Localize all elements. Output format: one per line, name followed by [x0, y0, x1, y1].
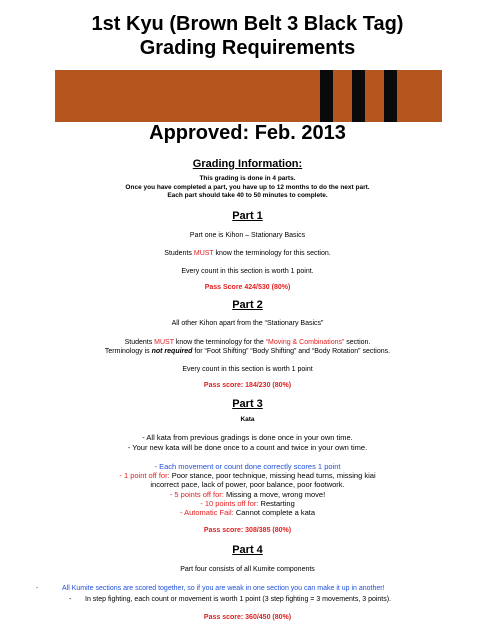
- bullet-dash: -: [36, 585, 39, 592]
- part1-heading: Part 1: [232, 210, 263, 222]
- part1-pass-score: Pass Score 424/530 (80%): [204, 284, 291, 291]
- black-tag-stripe: [384, 70, 397, 122]
- title-line-2: Grading Requirements: [139, 37, 356, 59]
- part3-pass-score: Pass score: 308/385 (80%): [203, 527, 292, 534]
- part4-heading: Part 4: [232, 544, 263, 556]
- part1-line2: Students MUST know the terminology for this section.: [164, 250, 331, 257]
- grading-info-heading: Grading Information:: [192, 158, 303, 170]
- part2-line4: Every count in this section is worth 1 point: [182, 366, 313, 373]
- title-line-1: 1st Kyu (Brown Belt 3 Black Tag): [91, 13, 404, 35]
- part2-heading: Part 2: [232, 299, 263, 311]
- grading-info-section: [0, 158, 495, 170]
- approved-date: Approved: Feb. 2013: [149, 122, 346, 144]
- bullet-dash: -: [69, 596, 72, 603]
- part3-bullet4: - 10 points off for: Restarting: [200, 499, 295, 508]
- part3-bullet3: - 5 points off for: Missing a move, wrong move!: [169, 490, 326, 499]
- part1-line1: Part one is Kihon – Stationary Basics: [189, 232, 306, 239]
- info-line: Each part should take 40 to 50 minutes to complete.: [167, 192, 328, 199]
- bullet-text: In step fighting, each count or movement is worth 1 point (3 step fighting = 3 movements, 3 points).: [85, 596, 392, 603]
- info-line: Once you have completed a part, you have up to 12 months to do the next part.: [125, 183, 370, 191]
- brown-belt-graphic: [55, 70, 442, 122]
- info-line: This grading is done in 4 parts.: [199, 175, 296, 182]
- part2-line2: Students MUST know the terminology for the “Moving & Combinations” section.: [124, 339, 371, 346]
- black-tag-stripe: [320, 70, 333, 122]
- part3-line1: - All kata from previous gradings is done once in your own time.: [142, 433, 353, 442]
- black-tag-stripe: [352, 70, 365, 122]
- part3-bullet2: - 1 point off for: Poor stance, poor technique, missing head turns, missing kiai: [119, 471, 376, 480]
- part3-subheading: Kata: [240, 416, 255, 423]
- part2-line1: All other Kihon apart from the “Stationary Basics”: [171, 320, 324, 327]
- part4-pass-score: Pass score: 360/450 (80%): [203, 614, 292, 621]
- part3-bullet2-cont: incorrect pace, lack of power, poor balance, poor footwork.: [150, 480, 345, 489]
- part1-line3: Every count in this section is worth 1 point.: [181, 268, 314, 275]
- part2-pass-score: Pass score: 184/230 (80%): [203, 382, 292, 389]
- page-title: [0, 12, 495, 60]
- part3-bullet1: - Each movement or count done correctly scores 1 point: [154, 462, 341, 471]
- part4-line1: Part four consists of all Kumite components: [180, 566, 315, 573]
- part2-line3: Terminology is not required for “Foot Shifting” “Body Shifting” and “Body Rotation” sections.: [104, 348, 391, 355]
- part3-line2: - Your new kata will be done once to a count and twice in your own time.: [127, 443, 368, 452]
- part3-heading: Part 3: [232, 398, 263, 410]
- grading-info-text: [0, 175, 495, 201]
- bullet-text: All Kumite sections are scored together, so if you are weak in one section you can make it up in another!: [62, 585, 385, 592]
- part3-bullet5: - Automatic Fail: Cannot complete a kata: [179, 508, 316, 517]
